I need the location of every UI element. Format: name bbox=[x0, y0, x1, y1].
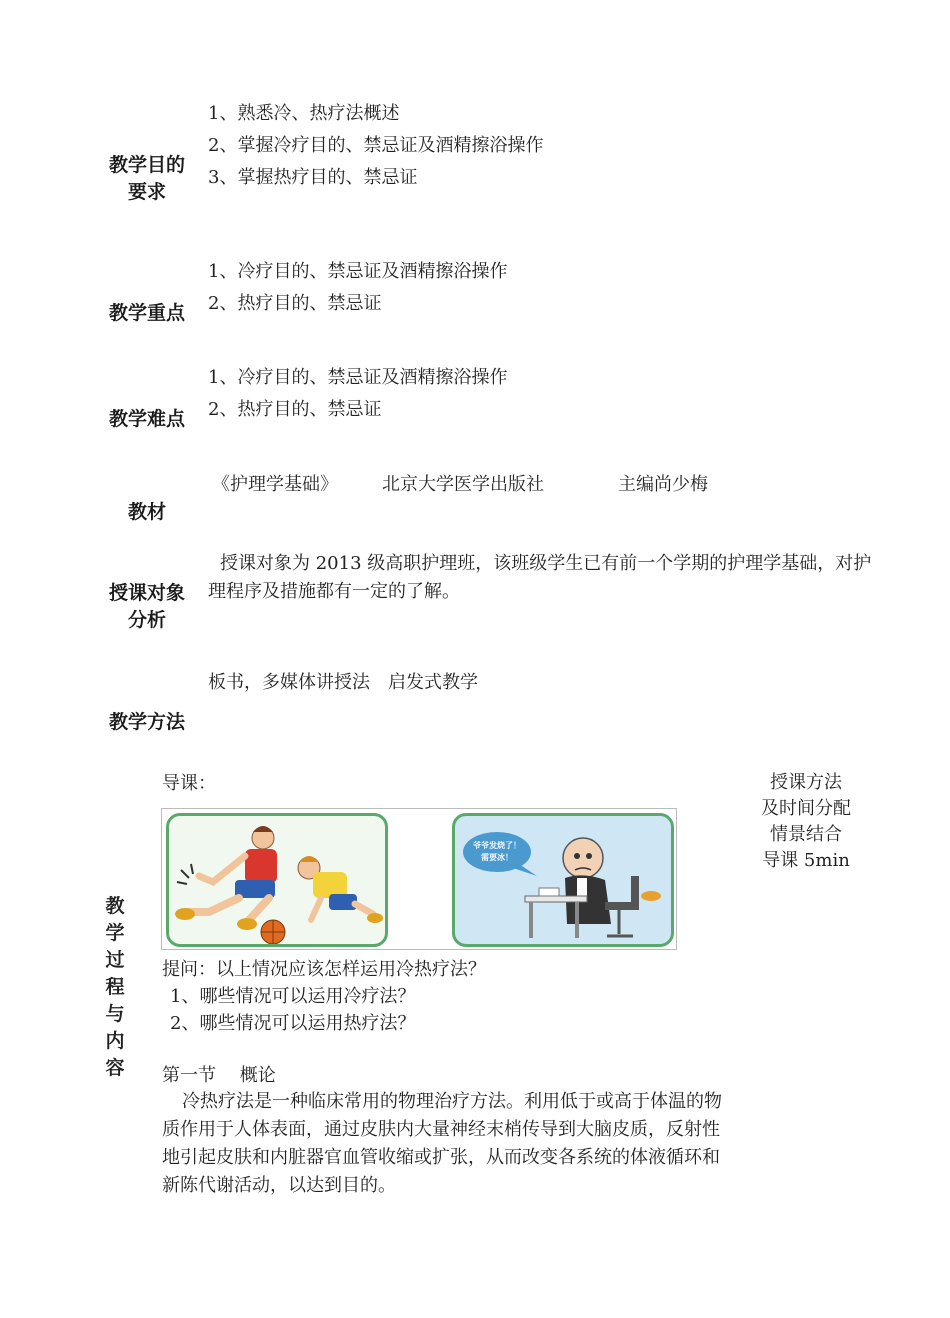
objectives-list bbox=[208, 98, 543, 194]
list-item: 2、热疗目的、禁忌证 bbox=[208, 399, 382, 420]
difficulties-list bbox=[208, 362, 507, 426]
audience-analysis: 授课对象为 2013 级高职护理班，该班级学生已有前一个学期的护理学基础，对护理程序及措施都有一定的了解。 bbox=[208, 553, 872, 602]
audience-label: 授课对象 分析 bbox=[108, 582, 185, 631]
illustration bbox=[161, 808, 677, 950]
key-points-list bbox=[208, 256, 507, 320]
list-item: 1、熟悉冷、热疗法概述 bbox=[208, 103, 400, 124]
list-item: 3、掌握热疗目的、禁忌证 bbox=[208, 167, 418, 188]
key-points-label: 教学重点 bbox=[108, 302, 185, 324]
textbook-editor: 主编尚少梅 bbox=[618, 474, 708, 495]
fever-image bbox=[452, 813, 674, 947]
questions bbox=[162, 956, 486, 1037]
fever-figure-icon bbox=[455, 816, 671, 944]
list-item: 1、哪些情况可以运用冷疗法？ bbox=[170, 986, 416, 1007]
textbook-publisher: 北京大学医学出版社 bbox=[382, 474, 544, 495]
section-title: 第一节 概论 bbox=[162, 1065, 276, 1086]
svg-text:需要冰！: 需要冰！ bbox=[481, 853, 513, 862]
list-item: 2、哪些情况可以运用热疗法？ bbox=[170, 1013, 416, 1034]
svg-text:爷爷发烧了！: 爷爷发烧了！ bbox=[473, 841, 521, 850]
list-item: 1、冷疗目的、禁忌证及酒精擦浴操作 bbox=[208, 367, 508, 388]
list-item: 2、热疗目的、禁忌证 bbox=[208, 293, 382, 314]
side-note: 情景结合 bbox=[770, 824, 842, 845]
section-paragraph: 冷热疗法是一种临床常用的物理治疗方法。利用低于或高于体温的物质作用于人体表面，通过皮肤内大量神经末梢传导到大脑皮质，反射性地引起皮肤和内脏器官血管收缩或扩张，从而改变各系统的体液循环和新陈代谢活动，以达到目的。 bbox=[162, 1091, 722, 1196]
method-text: 板书，多媒体讲授法 启发式教学 bbox=[208, 672, 478, 693]
process-label: 教 学 过 程 与 内 容 bbox=[105, 895, 125, 1079]
list-item: 2、掌握冷疗目的、禁忌证及酒精擦浴操作 bbox=[208, 135, 544, 156]
intro-heading: 导课： bbox=[162, 773, 216, 794]
difficulties-label: 教学难点 bbox=[108, 408, 185, 430]
sports-injury-image bbox=[166, 813, 388, 947]
objectives-label: 教学目的 要求 bbox=[108, 154, 185, 203]
side-note: 导课 5min bbox=[762, 850, 850, 871]
side-note: 及时间分配 bbox=[761, 798, 851, 819]
textbook-label: 教材 bbox=[127, 501, 166, 523]
side-notes bbox=[746, 770, 866, 874]
textbook-title: 《护理学基础》 bbox=[212, 474, 338, 495]
side-note: 授课方法 bbox=[770, 772, 842, 793]
list-item: 1、冷疗目的、禁忌证及酒精擦浴操作 bbox=[208, 261, 508, 282]
sports-injury-figure-icon bbox=[169, 816, 385, 944]
question-text: 提问：以上情况应该怎样运用冷热疗法？ bbox=[162, 959, 486, 980]
method-label: 教学方法 bbox=[108, 711, 185, 733]
